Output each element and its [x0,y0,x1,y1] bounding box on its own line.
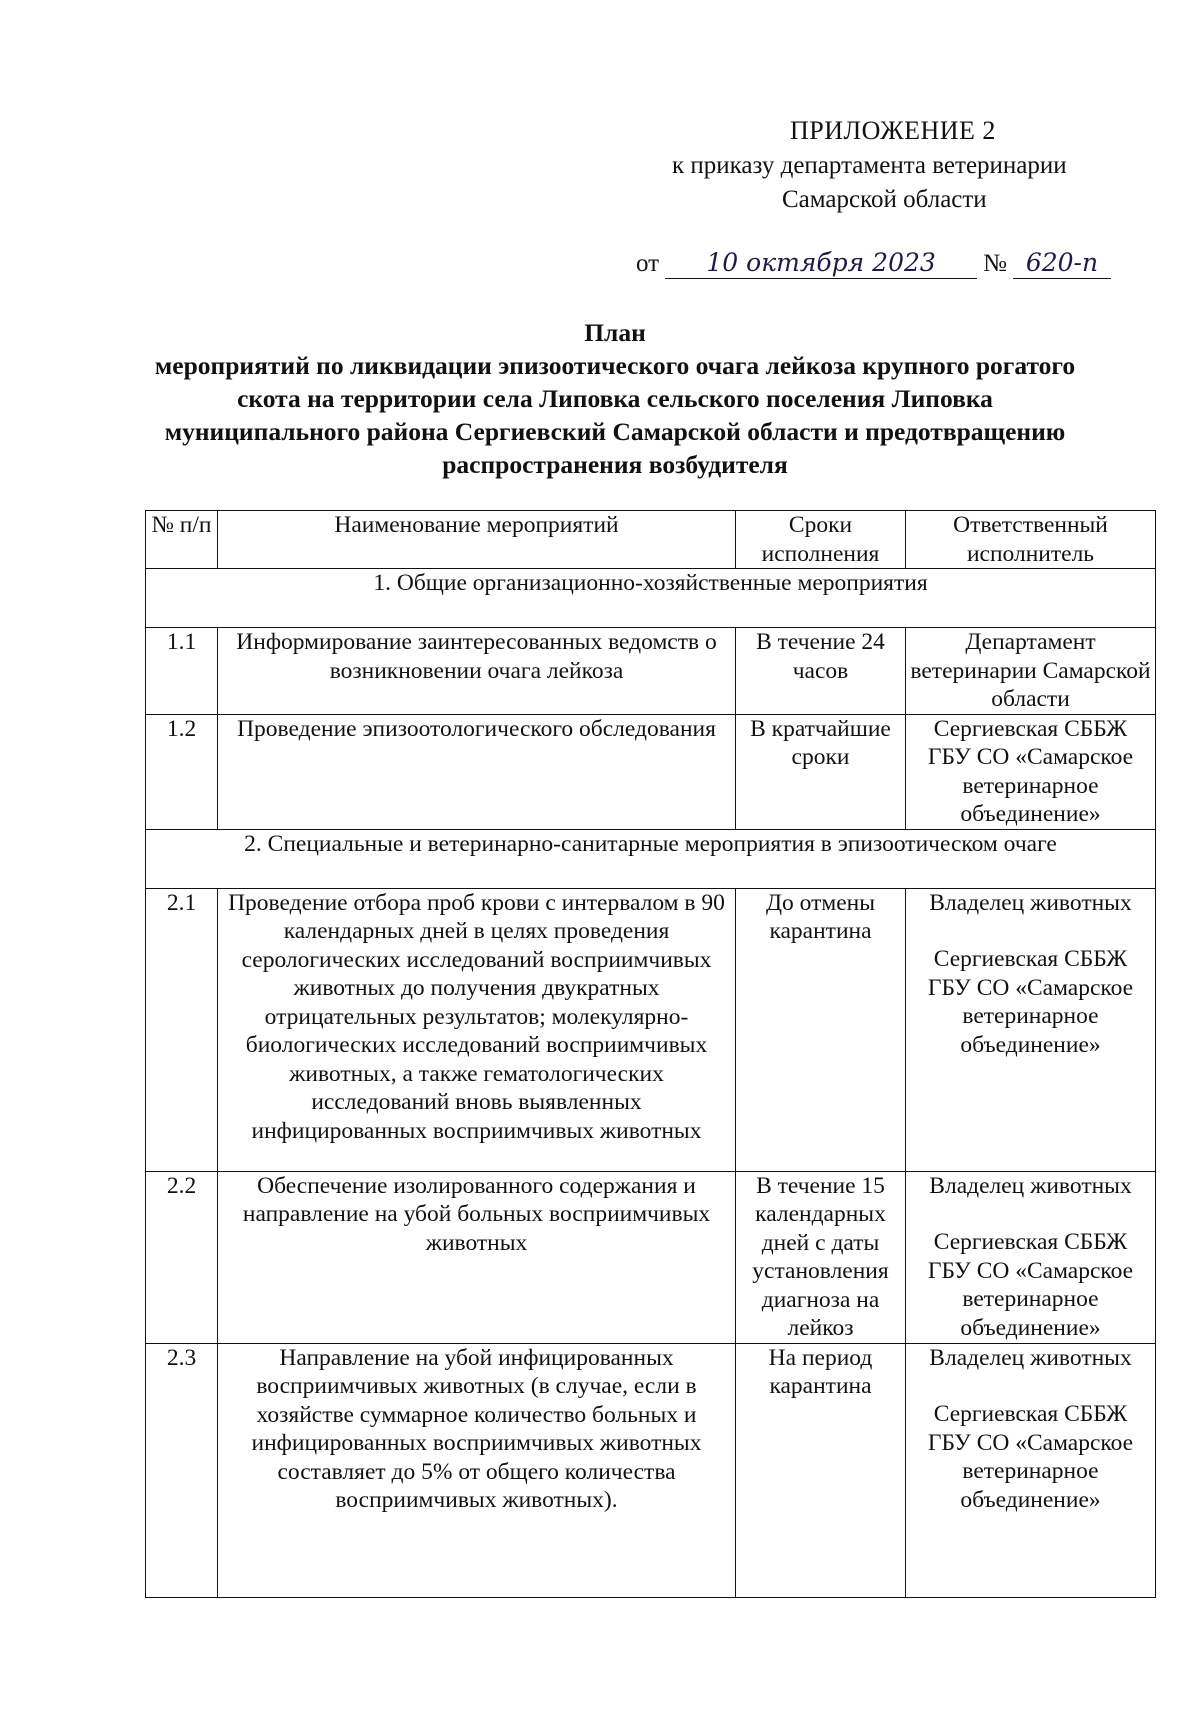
col-header-number: № п/п [146,511,218,569]
title-head: План [584,318,646,347]
table-row [146,1171,1156,1343]
date-field [665,248,977,279]
row-number: 1.1 [146,628,218,715]
row-number: 2.2 [146,1171,218,1343]
row-name: Информирование заинтересованных ведомств о возникновении очага лейкоза [218,628,736,715]
row-responsible: Департамент ветеринарии Самарской области [906,628,1156,715]
row-number: 1.2 [146,714,218,829]
number-field [1013,248,1111,279]
row-name: Обеспечение изолированного содержания и направление на убой больных восприимчивых животных [218,1171,736,1343]
appendix-order-line: к приказу департамента ветеринарии [672,152,1067,179]
appendix-title: ПРИЛОЖЕНИЕ 2 [790,116,996,145]
row-responsible [906,1343,1156,1597]
table-row [146,714,1156,829]
handwritten-number: 620-п [1025,248,1099,277]
row-name: Проведение эпизоотологического обследования [218,714,736,829]
row-term: До отмены карантина [736,888,906,1171]
col-header-responsible: Ответственный исполнитель [906,511,1156,569]
row-responsible [906,1171,1156,1343]
row-name: Направление на убой инфицированных восприимчивых животных (в случае, если в хозяйстве суммарное количество больных и инфицированных восприимчивых животных составляет до 5% от общего количества восприимчивых животных). [218,1343,736,1597]
responsible-owner: Владелец животных [929,1344,1132,1371]
section-title-2: 2. Специальные и ветеринарно-санитарные мероприятия в эпизоотическом очаге [146,829,1156,888]
plan-table [145,510,1156,1598]
row-term: В течение 15 календарных дней с даты установления диагноза на лейкоз [736,1171,906,1343]
responsible-owner: Владелец животных [929,889,1132,916]
order-date-line [636,248,1111,279]
row-responsible: Сергиевская СББЖ ГБУ СО «Самарское ветеринарное объединение» [906,714,1156,829]
section-title-1: 1. Общие организационно-хозяйственные мероприятия [146,569,1156,628]
table-row [146,1343,1156,1597]
row-number: 2.1 [146,888,218,1171]
row-number: 2.3 [146,1343,218,1597]
col-header-term: Сроки исполнения [736,511,906,569]
row-term: В течение 24 часов [736,628,906,715]
col-header-name: Наименование мероприятий [218,511,736,569]
row-term: В кратчайшие сроки [736,714,906,829]
table-row [146,888,1156,1171]
document-title [150,316,1080,481]
section-row-2 [146,829,1156,888]
responsible-org: Сергиевская СББЖ ГБУ СО «Самарское ветеринарное объединение» [927,1401,1134,1513]
table-row [146,628,1156,715]
date-prefix: от [636,250,660,277]
row-name: Проведение отбора проб крови с интервалом в 90 календарных дней в целях проведения серологических исследований восприимчивых животных до получения двукратных отрицательных результатов; молекулярно-биологических исследований восприимчивых животных, а также гематологических исследований вновь выявленных инфицированных восприимчивых животных [218,888,736,1171]
row-responsible [906,888,1156,1171]
appendix-region-line: Самарской области [782,186,987,213]
responsible-org: Сергиевская СББЖ ГБУ СО «Самарское ветеринарное объединение» [927,946,1134,1058]
table-header-row [146,511,1156,569]
handwritten-date: 10 октября 2023 [706,248,936,277]
title-body: мероприятий по ликвидации эпизоотического очага лейкоза крупного рогатого скота на территории села Липовка сельского поселения Липовка муниципального района Сергиевский Самарской области и предотвращению распространения возбудителя [154,351,1076,479]
row-term: На период карантина [736,1343,906,1597]
responsible-org: Сергиевская СББЖ ГБУ СО «Самарское ветеринарное объединение» [927,1229,1134,1341]
number-prefix: № [983,250,1007,277]
responsible-owner: Владелец животных [929,1172,1132,1199]
section-row-1 [146,569,1156,628]
